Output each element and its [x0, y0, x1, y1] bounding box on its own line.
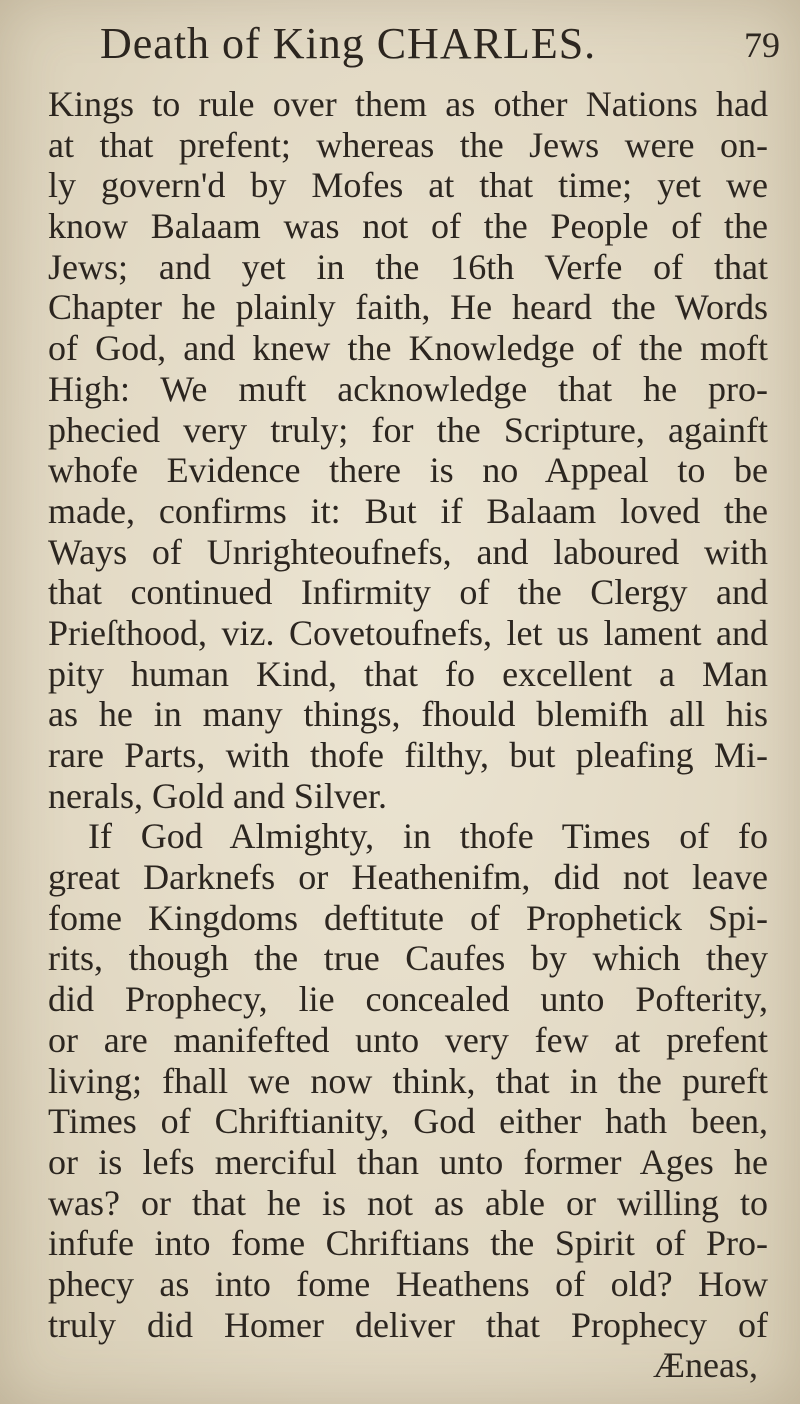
text-line: or are manifefted unto very few at prefent — [48, 1019, 768, 1060]
text-line: as he in many things, fhould blemifh all his — [48, 694, 768, 735]
text-line: that continued Infirmity of the Clergy and — [48, 572, 768, 613]
text-line: pity human Kind, that fo excellent a Man — [48, 653, 768, 694]
text-line: Chapter he plainly faith, He heard the Words — [48, 287, 768, 328]
text-line: phecied very truly; for the Scripture, againft — [48, 409, 768, 450]
text-line: at that prefent; whereas the Jews were on- — [48, 124, 768, 165]
text-line: Times of Chriftianity, God either hath been, — [48, 1101, 768, 1142]
text-line: phecy as into fome Heathens of old? How — [48, 1263, 768, 1304]
text-line: did Prophecy, lie concealed unto Pofterity, — [48, 979, 768, 1020]
text-line: Kings to rule over them as other Nations had — [48, 84, 768, 124]
text-line: Prieſthood, viz. Covetoufnefs, let us lament and — [48, 612, 768, 653]
page-number: 79 — [744, 25, 780, 65]
text-line: rare Parts, with thofe filthy, but pleafing Mi- — [48, 735, 768, 775]
text-line: rits, though the true Caufes by which they — [48, 938, 768, 979]
text-line: infufe into fome Chriftians the Spirit of Pro- — [48, 1223, 768, 1264]
text-line: fome Kingdoms deftitute of Prophetick Spi- — [48, 897, 768, 938]
paragraph-start-line: If God Almighty, in thofe Times of fo — [88, 816, 768, 857]
text-line: Jews; and yet in the 16th Verfe of that — [48, 246, 768, 287]
text-line: living; fhall we now think, that in the pureft — [48, 1060, 768, 1101]
running-head-title: Death of King CHARLES. — [100, 19, 597, 68]
running-head — [100, 18, 790, 78]
catchword: Æneas, — [653, 1345, 758, 1386]
text-line: was? or that he is not as able or willing to — [48, 1182, 768, 1223]
text-line: ly govern'd by Mofes at that time; yet we — [48, 165, 768, 206]
text-line: or is lefs merciful than unto former Ages he — [48, 1141, 768, 1182]
text-line: know Balaam was not of the People of the — [48, 206, 768, 247]
text-line: nerals, Gold and Silver. — [48, 775, 387, 816]
text-line: whofe Evidence there is no Appeal to be — [48, 450, 768, 491]
text-line: great Darknefs or Heathenifm, did not leave — [48, 857, 768, 898]
body-text — [48, 84, 768, 1386]
text-line: made, confirms it: But if Balaam loved the — [48, 490, 768, 531]
text-line: truly did Homer deliver that Prophecy of — [48, 1304, 768, 1345]
text-line: of God, and knew the Knowledge of the moft — [48, 328, 768, 369]
text-line: High: We muft acknowledge that he pro- — [48, 368, 768, 409]
text-line: Ways of Unrighteoufnefs, and laboured with — [48, 531, 768, 572]
